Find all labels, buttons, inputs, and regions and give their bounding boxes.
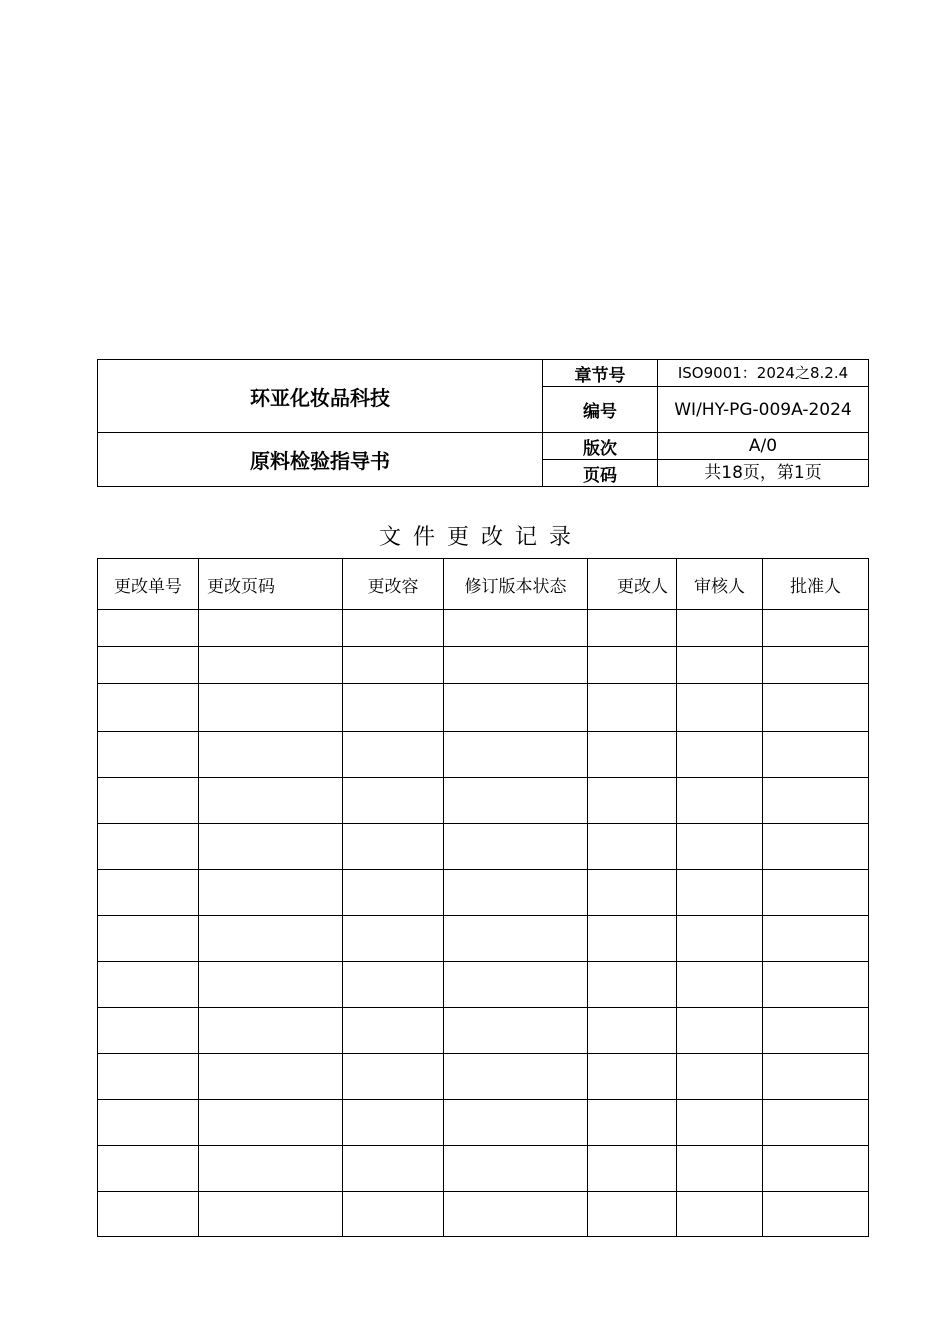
company-name: 环亚化妆品科技 [98, 360, 543, 433]
empty-cell [444, 684, 588, 732]
empty-cell [343, 824, 444, 870]
change-record-table [97, 558, 869, 1237]
table-row [98, 1146, 869, 1192]
empty-cell [444, 824, 588, 870]
empty-cell [677, 1192, 763, 1237]
table-row [98, 1100, 869, 1146]
table-row [98, 824, 869, 870]
empty-cell [98, 1192, 199, 1237]
empty-cell [763, 916, 869, 962]
empty-cell [588, 1008, 677, 1054]
table-row [98, 1008, 869, 1054]
empty-cell [763, 1008, 869, 1054]
empty-cell [199, 1146, 343, 1192]
empty-cell [343, 1100, 444, 1146]
empty-cell [98, 962, 199, 1008]
empty-cell [444, 916, 588, 962]
empty-cell [763, 870, 869, 916]
empty-cell [677, 732, 763, 778]
chapter-label: 章节号 [543, 360, 658, 387]
empty-cell [677, 824, 763, 870]
column-header-revision-status: 修订版本状态 [444, 559, 588, 610]
empty-cell [763, 1054, 869, 1100]
empty-cell [98, 647, 199, 684]
empty-cell [444, 610, 588, 647]
empty-cell [343, 870, 444, 916]
empty-cell [677, 962, 763, 1008]
empty-cell [588, 610, 677, 647]
empty-cell [588, 1054, 677, 1100]
change-record-body [98, 610, 869, 1237]
empty-cell [343, 610, 444, 647]
empty-cell [444, 1100, 588, 1146]
empty-cell [199, 962, 343, 1008]
empty-cell [199, 1054, 343, 1100]
document-header-table [97, 359, 869, 487]
empty-cell [763, 684, 869, 732]
empty-cell [763, 1192, 869, 1237]
empty-cell [444, 962, 588, 1008]
column-header-change-page: 更改页码 [199, 559, 343, 610]
empty-cell [98, 1146, 199, 1192]
empty-cell [677, 870, 763, 916]
empty-cell [199, 1192, 343, 1237]
empty-cell [677, 684, 763, 732]
empty-cell [677, 1146, 763, 1192]
empty-cell [588, 1100, 677, 1146]
empty-cell [199, 870, 343, 916]
empty-cell [343, 1008, 444, 1054]
empty-cell [588, 778, 677, 824]
empty-cell [98, 732, 199, 778]
empty-cell [588, 916, 677, 962]
empty-cell [677, 778, 763, 824]
empty-cell [677, 647, 763, 684]
empty-cell [199, 684, 343, 732]
empty-cell [343, 732, 444, 778]
table-row [98, 962, 869, 1008]
version-label: 版次 [543, 433, 658, 460]
table-row [98, 1054, 869, 1100]
empty-cell [343, 684, 444, 732]
empty-cell [98, 824, 199, 870]
empty-cell [98, 870, 199, 916]
empty-cell [588, 1146, 677, 1192]
empty-cell [199, 610, 343, 647]
empty-cell [677, 1008, 763, 1054]
empty-cell [444, 1146, 588, 1192]
empty-cell [588, 732, 677, 778]
column-header-change-no: 更改单号 [98, 559, 199, 610]
empty-cell [763, 732, 869, 778]
version-value: A/0 [658, 433, 869, 460]
empty-cell [763, 778, 869, 824]
page-value: 共18页，第1页 [658, 460, 869, 487]
empty-cell [199, 732, 343, 778]
empty-cell [343, 1054, 444, 1100]
empty-cell [444, 870, 588, 916]
empty-cell [444, 1054, 588, 1100]
empty-cell [677, 610, 763, 647]
empty-cell [343, 962, 444, 1008]
empty-cell [199, 1100, 343, 1146]
empty-cell [588, 962, 677, 1008]
table-row [98, 916, 869, 962]
empty-cell [677, 1054, 763, 1100]
empty-cell [343, 778, 444, 824]
table-header-row [98, 559, 869, 610]
empty-cell [199, 778, 343, 824]
column-header-reviewed-by: 审核人 [677, 559, 763, 610]
empty-cell [98, 916, 199, 962]
empty-cell [98, 610, 199, 647]
table-row [98, 778, 869, 824]
empty-cell [588, 824, 677, 870]
empty-cell [444, 1192, 588, 1237]
empty-cell [199, 916, 343, 962]
empty-cell [98, 1008, 199, 1054]
empty-cell [763, 610, 869, 647]
table-row [98, 870, 869, 916]
empty-cell [199, 824, 343, 870]
empty-cell [98, 1100, 199, 1146]
empty-cell [444, 1008, 588, 1054]
empty-cell [444, 647, 588, 684]
number-label: 编号 [543, 387, 658, 433]
table-row [98, 1192, 869, 1237]
empty-cell [343, 1192, 444, 1237]
empty-cell [677, 916, 763, 962]
table-row [98, 610, 869, 647]
empty-cell [677, 1100, 763, 1146]
empty-cell [444, 732, 588, 778]
column-header-change-content: 更改容 [343, 559, 444, 610]
empty-cell [343, 916, 444, 962]
empty-cell [343, 1146, 444, 1192]
chapter-value: ISO9001：2024之8.2.4 [658, 360, 869, 387]
empty-cell [98, 684, 199, 732]
empty-cell [588, 1192, 677, 1237]
empty-cell [588, 870, 677, 916]
empty-cell [588, 684, 677, 732]
empty-cell [763, 1100, 869, 1146]
column-header-changed-by: 更改人 [588, 559, 677, 610]
empty-cell [588, 647, 677, 684]
empty-cell [444, 778, 588, 824]
table-row [98, 732, 869, 778]
empty-cell [199, 1008, 343, 1054]
empty-cell [343, 647, 444, 684]
document-title: 原料检验指导书 [98, 433, 543, 487]
column-header-approved-by: 批准人 [763, 559, 869, 610]
page-label: 页码 [543, 460, 658, 487]
empty-cell [98, 778, 199, 824]
empty-cell [763, 647, 869, 684]
empty-cell [98, 1054, 199, 1100]
empty-cell [763, 1146, 869, 1192]
empty-cell [763, 824, 869, 870]
number-value: WI/HY-PG-009A-2024 [658, 387, 869, 433]
change-record-title: 文件更改记录 [378, 525, 583, 550]
empty-cell [763, 962, 869, 1008]
table-row [98, 647, 869, 684]
table-row [98, 684, 869, 732]
empty-cell [199, 647, 343, 684]
